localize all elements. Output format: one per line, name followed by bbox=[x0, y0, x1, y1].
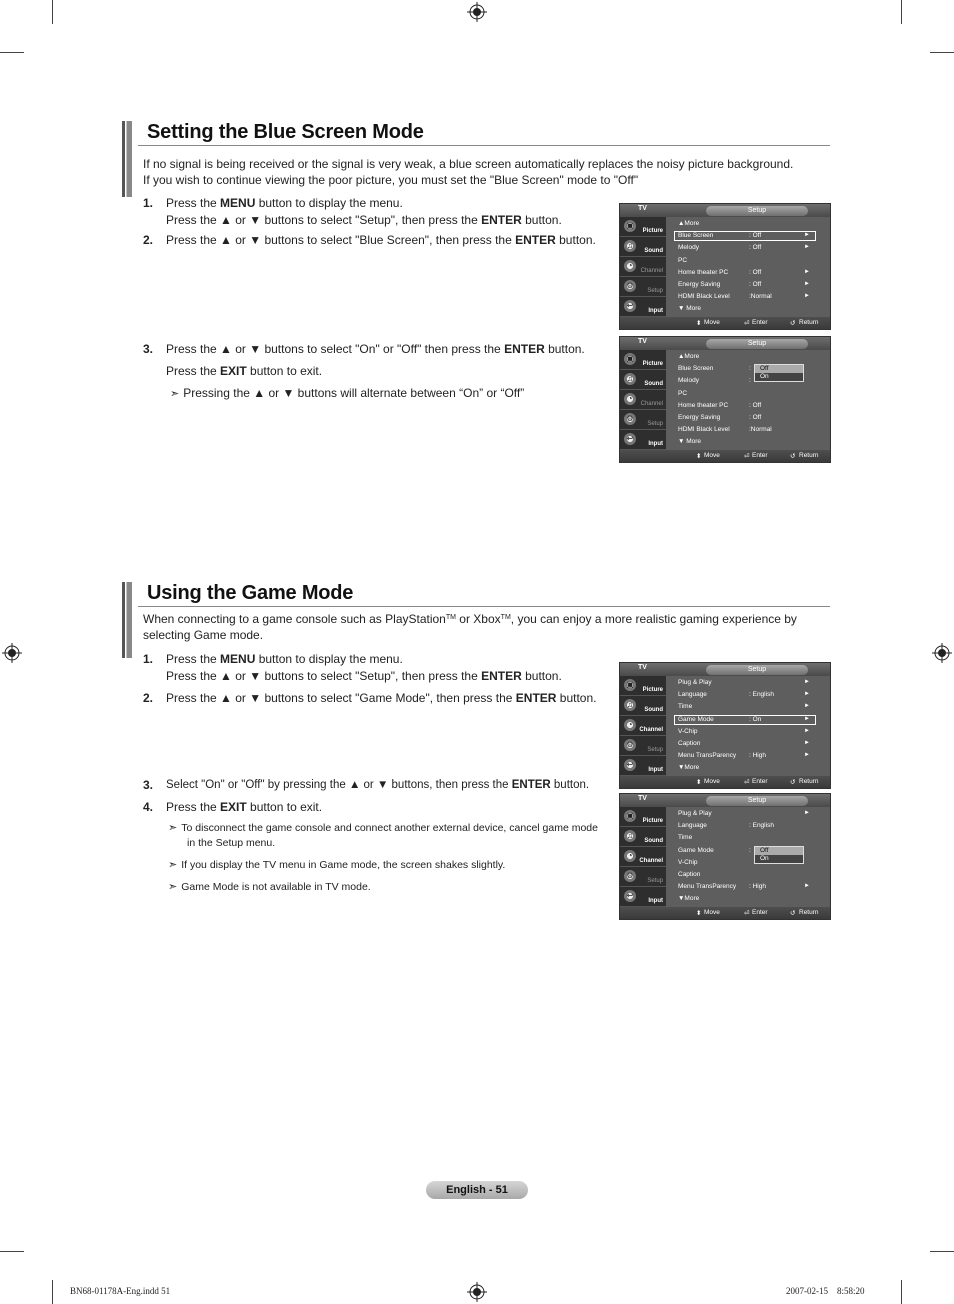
osd-menu-item: PC bbox=[678, 256, 688, 264]
step-text: Press the ▲ or ▼ buttons to select "Game Mode", then press the ENTER button. bbox=[166, 691, 597, 705]
osd-tab-setup: Setup bbox=[706, 206, 808, 216]
right-arrow-icon: ► bbox=[804, 715, 810, 722]
step-number: 1. bbox=[143, 196, 154, 210]
crop-mark bbox=[52, 1280, 53, 1304]
channel-icon: ◔ bbox=[624, 260, 636, 272]
enter-icon: ⏎ bbox=[744, 320, 750, 327]
osd-menu-item: Melody bbox=[678, 377, 699, 385]
osd-selection-highlight bbox=[674, 231, 816, 241]
osd-sidebar-label: Sound bbox=[644, 248, 663, 254]
osd-sidebar-label: Setup bbox=[647, 421, 663, 427]
intro-line: If no signal is being received or the signal is very weak, a blue screen automatically replaces the noisy picture background. bbox=[143, 157, 794, 171]
osd-menu-item: Energy Saving bbox=[678, 281, 721, 288]
osd-option-popup bbox=[754, 846, 804, 864]
step-number: 1. bbox=[143, 652, 154, 666]
osd-option: Off bbox=[755, 847, 803, 855]
osd-menu-item: ▼More bbox=[678, 764, 700, 772]
note-text: ➣ To disconnect the game console and connect another external device, cancel game mode in the Setup menu. bbox=[168, 822, 598, 849]
osd-menu-item: Caption bbox=[678, 871, 701, 878]
osd-sidebar-item bbox=[620, 370, 666, 390]
input-icon: ↩ bbox=[624, 759, 636, 771]
osd-sidebar-item bbox=[620, 756, 666, 776]
osd-menu-value: : Off bbox=[749, 268, 762, 276]
right-arrow-icon: ► bbox=[804, 691, 810, 698]
osd-sidebar-item bbox=[620, 827, 666, 847]
osd-help-move: Move bbox=[704, 452, 720, 459]
channel-icon: ◔ bbox=[624, 719, 636, 731]
osd-menu-item: Home theater PC bbox=[678, 268, 729, 276]
osd-sidebar-item bbox=[620, 676, 666, 696]
setup-icon: ⚙ bbox=[624, 739, 636, 751]
osd-menu-item: Time bbox=[678, 834, 693, 842]
sound-icon: ♫ bbox=[624, 699, 636, 711]
osd-title-bar bbox=[620, 663, 830, 676]
input-icon: ↩ bbox=[624, 433, 636, 445]
osd-help-enter: Enter bbox=[752, 452, 768, 459]
osd-sidebar-label: Input bbox=[648, 441, 663, 447]
osd-sidebar-item bbox=[620, 847, 666, 867]
osd-sidebar-label: Picture bbox=[642, 687, 663, 693]
osd-sidebar-item bbox=[620, 257, 666, 277]
print-slug-date: 2007-02-15 8:58:20 bbox=[786, 1286, 865, 1296]
osd-sidebar-item bbox=[620, 350, 666, 370]
osd-sidebar-item bbox=[620, 887, 666, 907]
section-bar bbox=[122, 121, 132, 197]
input-icon: ↩ bbox=[624, 890, 636, 902]
input-icon: ↩ bbox=[624, 300, 636, 312]
step-number: 2. bbox=[143, 233, 154, 247]
return-icon: ↺ bbox=[790, 320, 796, 327]
osd-help-return: Return bbox=[799, 319, 819, 326]
step-text: Press the ▲ or ▼ buttons to select "Blue Screen", then press the ENTER button. bbox=[166, 233, 596, 247]
osd-help-enter: Enter bbox=[752, 319, 768, 326]
osd-menu-item: Game Mode bbox=[678, 715, 714, 723]
page-number-badge: English - 51 bbox=[426, 1181, 528, 1199]
osd-sidebar-item bbox=[620, 297, 666, 317]
osd-sidebar-label: Input bbox=[648, 898, 663, 904]
return-icon: ↺ bbox=[790, 453, 796, 460]
section-title: Setting the Blue Screen Mode bbox=[147, 121, 424, 143]
registration-mark-icon bbox=[467, 1282, 487, 1302]
note-text: ➣ Pressing the ▲ or ▼ buttons will alternate between “On” or “Off” bbox=[170, 386, 525, 400]
osd-tab-setup: Setup bbox=[706, 339, 808, 349]
step-text: Press the MENU button to display the menu. Press the ▲ or ▼ buttons to select "Setup", then press the ENTER button. bbox=[166, 196, 562, 227]
osd-menu-value: :Normal bbox=[749, 293, 772, 301]
osd-sidebar-label: Picture bbox=[642, 228, 663, 234]
osd-menu-value: : bbox=[749, 377, 751, 385]
osd-menu-item: Plug & Play bbox=[678, 679, 712, 686]
right-arrow-icon: ► bbox=[804, 268, 810, 275]
osd-sidebar-label: Channel bbox=[640, 268, 663, 274]
osd-menu-item: V-Chip bbox=[678, 858, 698, 866]
osd-help-return: Return bbox=[799, 909, 819, 916]
right-arrow-icon: ► bbox=[804, 679, 810, 685]
osd-menu-item: ▼ More bbox=[678, 438, 702, 446]
osd-option-popup bbox=[754, 364, 804, 382]
channel-icon: ◔ bbox=[624, 393, 636, 405]
crop-mark bbox=[52, 0, 53, 24]
osd-sidebar-label: Channel bbox=[639, 858, 663, 864]
sound-icon: ♫ bbox=[624, 373, 636, 385]
enter-icon: ⏎ bbox=[744, 779, 750, 786]
osd-menu-item: Menu TransParency bbox=[678, 883, 737, 891]
tv-menu-screenshot bbox=[619, 793, 831, 920]
picture-icon: ▣ bbox=[624, 353, 636, 365]
return-icon: ↺ bbox=[790, 910, 796, 917]
osd-sidebar-label: Setup bbox=[647, 288, 663, 294]
picture-icon: ▣ bbox=[624, 220, 636, 232]
osd-menu-item: ▼ More bbox=[678, 305, 702, 313]
step-text: Press the EXIT button to exit. bbox=[166, 800, 323, 814]
osd-option: On bbox=[760, 373, 769, 381]
osd-sidebar bbox=[620, 807, 666, 907]
sound-icon: ♫ bbox=[624, 830, 636, 842]
step-text: Select "On" or "Off" by pressing the ▲ or ▼ buttons, then press the ENTER button. bbox=[166, 779, 590, 791]
osd-sidebar-item bbox=[620, 277, 666, 297]
osd-menu-item: ▼More bbox=[678, 895, 700, 903]
osd-menu-item: Caption bbox=[678, 740, 701, 747]
osd-menu-item: Home theater PC bbox=[678, 401, 729, 409]
osd-sidebar bbox=[620, 676, 666, 776]
picture-icon: ▣ bbox=[624, 810, 636, 822]
osd-menu-item: Melody bbox=[678, 244, 699, 252]
osd-menu-item: Blue Screen bbox=[678, 365, 714, 373]
osd-sidebar-item bbox=[620, 237, 666, 257]
step-number: 3. bbox=[143, 342, 154, 356]
osd-menu-panel bbox=[666, 217, 830, 317]
osd-sidebar-item bbox=[620, 716, 666, 736]
osd-sidebar bbox=[620, 350, 666, 450]
osd-menu-item: Menu TransParency bbox=[678, 752, 737, 760]
print-slug-file: BN68-01178A-Eng.indd 51 bbox=[70, 1286, 171, 1296]
tv-menu-screenshot bbox=[619, 203, 831, 330]
osd-menu-item: PC bbox=[678, 389, 688, 397]
intro-line: If you wish to continue viewing the poor picture, you must set the "Blue Screen" mode to "Off" bbox=[143, 172, 639, 187]
osd-menu-item: Energy Saving bbox=[678, 414, 721, 421]
setup-icon: ⚙ bbox=[624, 413, 636, 425]
move-icon: ⬍ bbox=[696, 910, 702, 917]
right-arrow-icon: ► bbox=[804, 740, 810, 746]
note-arrow-icon: ➣ bbox=[168, 822, 178, 834]
osd-menu-value: : Off bbox=[749, 281, 762, 288]
right-arrow-icon: ► bbox=[804, 727, 810, 734]
step-text: Press the ▲ or ▼ buttons to select "On" or "Off" then press the ENTER button. bbox=[166, 342, 585, 356]
section-rule bbox=[138, 145, 830, 146]
osd-menu-value: : Off bbox=[749, 414, 762, 421]
osd-sidebar-label: Setup bbox=[647, 747, 663, 753]
right-arrow-icon: ► bbox=[804, 883, 810, 890]
note-text: ➣ Game Mode is not available in TV mode. bbox=[168, 881, 371, 893]
crop-mark bbox=[930, 1251, 954, 1252]
osd-sidebar-label: Sound bbox=[644, 707, 663, 713]
section-title: Using the Game Mode bbox=[147, 582, 354, 604]
osd-menu-item: ▲More bbox=[678, 353, 700, 360]
registration-mark-icon bbox=[467, 2, 487, 22]
crop-mark bbox=[901, 0, 902, 24]
osd-sidebar bbox=[620, 217, 666, 317]
channel-icon: ◔ bbox=[624, 850, 636, 862]
osd-menu-value: : High bbox=[749, 883, 766, 891]
osd-sidebar-item bbox=[620, 696, 666, 716]
section-rule bbox=[138, 606, 830, 607]
osd-menu-item: Game Mode bbox=[678, 846, 714, 854]
osd-menu-item: Time bbox=[678, 703, 693, 711]
osd-help-bar bbox=[620, 907, 830, 919]
tv-menu-screenshot bbox=[619, 336, 831, 463]
osd-help-bar bbox=[620, 317, 830, 329]
osd-help-return: Return bbox=[799, 778, 819, 785]
osd-menu-value: : High bbox=[749, 752, 766, 760]
osd-menu-value: :Normal bbox=[749, 426, 772, 434]
step-number: 2. bbox=[143, 691, 154, 705]
note-text: ➣ If you display the TV menu in Game mode, the screen shakes slightly. bbox=[168, 859, 506, 871]
osd-menu-item: HDMI Black Level bbox=[678, 426, 730, 434]
osd-sidebar-item bbox=[620, 217, 666, 237]
section-intro bbox=[143, 157, 833, 188]
right-arrow-icon: ► bbox=[804, 293, 810, 300]
osd-source-label: TV bbox=[638, 338, 647, 345]
osd-sidebar-label: Input bbox=[648, 767, 663, 773]
osd-help-bar bbox=[620, 776, 830, 788]
osd-help-bar bbox=[620, 450, 830, 462]
crop-mark bbox=[930, 52, 954, 53]
osd-help-enter: Enter bbox=[752, 778, 768, 785]
setup-icon: ⚙ bbox=[624, 870, 636, 882]
note-arrow-icon: ➣ bbox=[170, 388, 180, 400]
osd-menu-item: ▲More bbox=[678, 220, 700, 227]
note-arrow-icon: ➣ bbox=[168, 881, 178, 893]
osd-selection-highlight bbox=[674, 715, 816, 725]
osd-menu-value: : Off bbox=[749, 244, 762, 252]
osd-sidebar-item bbox=[620, 430, 666, 450]
note-arrow-icon: ➣ bbox=[168, 859, 178, 871]
crop-mark bbox=[901, 1280, 902, 1304]
registration-mark-icon bbox=[2, 643, 22, 663]
osd-menu-value: : Off bbox=[749, 232, 762, 240]
osd-menu-value: : bbox=[749, 846, 751, 854]
osd-menu-value: : English bbox=[749, 822, 774, 830]
step-number: 4. bbox=[143, 800, 154, 814]
right-arrow-icon: ► bbox=[804, 752, 810, 759]
osd-sidebar-label: Channel bbox=[639, 727, 663, 733]
osd-menu-value: : On bbox=[749, 715, 762, 723]
enter-icon: ⏎ bbox=[744, 910, 750, 917]
osd-menu-item: HDMI Black Level bbox=[678, 293, 730, 301]
osd-source-label: TV bbox=[638, 205, 647, 212]
osd-option: On bbox=[760, 854, 769, 862]
step-text: Press the MENU button to display the menu. Press the ▲ or ▼ buttons to select "Setup", then press the ENTER button. bbox=[166, 652, 562, 683]
right-arrow-icon: ► bbox=[804, 703, 810, 710]
move-icon: ⬍ bbox=[696, 779, 702, 786]
osd-tab-setup: Setup bbox=[706, 796, 808, 806]
osd-menu-panel bbox=[666, 807, 830, 907]
setup-icon: ⚙ bbox=[624, 280, 636, 292]
osd-help-move: Move bbox=[704, 778, 720, 785]
osd-menu-value: : bbox=[749, 365, 751, 373]
osd-sidebar-label: Picture bbox=[642, 818, 663, 824]
osd-menu-panel bbox=[666, 676, 830, 776]
osd-menu-item: Language bbox=[678, 691, 707, 699]
crop-mark bbox=[0, 52, 24, 53]
right-arrow-icon: ► bbox=[804, 244, 810, 251]
picture-icon: ▣ bbox=[624, 679, 636, 691]
osd-sidebar-label: Sound bbox=[644, 381, 663, 387]
enter-icon: ⏎ bbox=[744, 453, 750, 460]
osd-sidebar-label: Picture bbox=[642, 361, 663, 367]
osd-sidebar-label: Sound bbox=[644, 838, 663, 844]
osd-title-bar bbox=[620, 204, 830, 217]
osd-title-bar bbox=[620, 337, 830, 350]
return-icon: ↺ bbox=[790, 779, 796, 786]
osd-tab-setup: Setup bbox=[706, 665, 808, 675]
section-intro: When connecting to a game console such as PlayStation™ or Xbox™, you can enjoy a more realistic gaming experience by selecting Game mode. bbox=[143, 612, 797, 642]
right-arrow-icon: ► bbox=[804, 281, 810, 287]
osd-menu-value: : English bbox=[749, 691, 774, 699]
move-icon: ⬍ bbox=[696, 453, 702, 460]
right-arrow-icon: ► bbox=[804, 232, 810, 239]
crop-mark bbox=[0, 1251, 24, 1252]
osd-source-label: TV bbox=[638, 664, 647, 671]
osd-title-bar bbox=[620, 794, 830, 807]
right-arrow-icon: ► bbox=[804, 810, 810, 816]
tv-menu-screenshot bbox=[619, 662, 831, 789]
osd-help-enter: Enter bbox=[752, 909, 768, 916]
osd-sidebar-item bbox=[620, 736, 666, 756]
osd-option: Off bbox=[755, 365, 803, 373]
osd-sidebar-label: Setup bbox=[647, 878, 663, 884]
osd-sidebar-label: Channel bbox=[640, 401, 663, 407]
osd-help-move: Move bbox=[704, 909, 720, 916]
osd-sidebar-item bbox=[620, 410, 666, 430]
registration-mark-icon bbox=[932, 643, 952, 663]
osd-sidebar-item bbox=[620, 390, 666, 410]
step-number: 3. bbox=[143, 778, 154, 792]
osd-help-move: Move bbox=[704, 319, 720, 326]
osd-menu-item: Plug & Play bbox=[678, 810, 712, 817]
step-text: Press the EXIT button to exit. bbox=[166, 364, 323, 378]
osd-sidebar-item bbox=[620, 867, 666, 887]
osd-menu-item: V-Chip bbox=[678, 727, 698, 735]
section-bar bbox=[122, 582, 132, 658]
osd-sidebar-item bbox=[620, 807, 666, 827]
osd-menu-item: Language bbox=[678, 822, 707, 830]
sound-icon: ♫ bbox=[624, 240, 636, 252]
osd-help-return: Return bbox=[799, 452, 819, 459]
osd-source-label: TV bbox=[638, 795, 647, 802]
move-icon: ⬍ bbox=[696, 320, 702, 327]
osd-menu-panel bbox=[666, 350, 830, 450]
osd-sidebar-label: Input bbox=[648, 308, 663, 314]
osd-menu-item: Blue Screen bbox=[678, 232, 714, 240]
osd-menu-value: : Off bbox=[749, 401, 762, 409]
